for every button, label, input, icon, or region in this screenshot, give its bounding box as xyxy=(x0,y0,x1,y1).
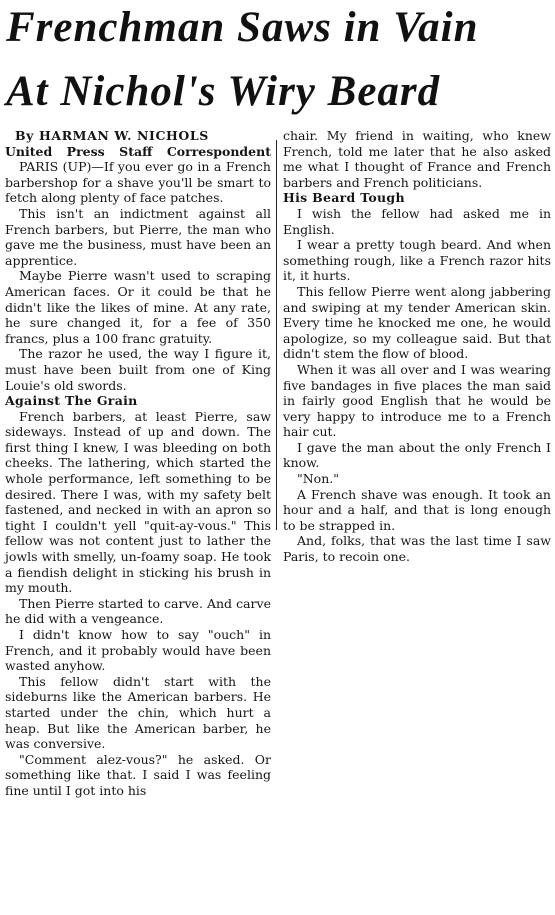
paragraph: chair. My friend in waiting, who knew French, told me later that he also asked me what I thought of France and French barbers and French politicians. xyxy=(283,128,551,190)
paragraph: This fellow didn't start with the sideburns like the American barbers. He started under the chin, which hurt a heap. But like the American barber, he was conversive. xyxy=(5,673,271,752)
paragraph: French barbers, at least Pierre, saw sideways. Instead of up and down. The first thing I knew, I was bleeding on both cheeks. The lathering, which started the whole performance, left something to be desired. There I was, with my safety belt fastened, and necked in with an apron so tight I couldn't yell "quit-ay-vous." This fellow was not content just to lather the jowls with smelly, un-foamy soap. He took a fiendish delight in sticking his brush in my mouth. xyxy=(5,408,271,596)
paragraph: This isn't an indictment against all French barbers, but Pierre, the man who gave me the business, must have been an apprentice. xyxy=(5,205,271,268)
headline-line-2: At Nichol's Wiry Beard xyxy=(6,68,441,115)
paragraph: Maybe Pierre wasn't used to scraping American faces. Or it could be that he didn't like the likes of mine. At any rate, he sure changed it, for a fee of 350 francs, plus a 100 franc gratuity. xyxy=(5,268,271,346)
paragraph: I gave the man about the only French I know. xyxy=(283,439,551,471)
headline-line-1: Frenchman Saws in Vain xyxy=(6,4,479,51)
article-column-right xyxy=(283,128,551,565)
paragraph: A French shave was enough. It took an hour and a half, and that is long enough to be strapped in. xyxy=(283,486,551,533)
subhead-his-beard-tough: His Beard Tough xyxy=(283,190,405,206)
paragraph: I wish the fellow had asked me in English. xyxy=(283,205,551,237)
paragraph: When it was all over and I was wearing five bandages in five places the man said in fairly good English that he would be very happy to introduce me to a French hair cut. xyxy=(283,361,551,440)
agency-credit: United Press Staff Correspondent xyxy=(5,143,271,159)
paragraph: And, folks, that was the last time I saw Paris, to recoin one. xyxy=(283,533,551,565)
subhead-against-the-grain: Against The Grain xyxy=(5,393,138,409)
paragraph: This fellow Pierre went along jabbering and swiping at my tender American skin. Every time he knocked me one, he would apologize, so my colleague said. But that didn't stem the flow of blood. xyxy=(283,283,551,362)
paragraph: I didn't know how to say "ouch" in French, and it probably would have been wasted anyhow. xyxy=(5,627,271,674)
byline: By HARMAN W. NICHOLS xyxy=(15,128,209,143)
paragraph: Then Pierre started to carve. And carve he did with a vengeance. xyxy=(5,595,271,627)
paragraph: PARIS (UP)—If you ever go in a French barbershop for a shave you'll be smart to fetch along plenty of face patches. xyxy=(5,159,271,206)
article-column-left xyxy=(5,128,271,799)
paragraph: The razor he used, the way I figure it, must have been built from one of King Louie's old swords. xyxy=(5,346,271,393)
paragraph: "Comment alez-vous?" he asked. Or something like that. I said I was feeling fine until I got into his xyxy=(5,751,271,798)
paragraph: "Non." xyxy=(297,471,339,487)
paragraph: I wear a pretty tough beard. And when something rough, like a French razor hits it, it hurts. xyxy=(283,237,551,284)
column-rule xyxy=(276,140,277,530)
